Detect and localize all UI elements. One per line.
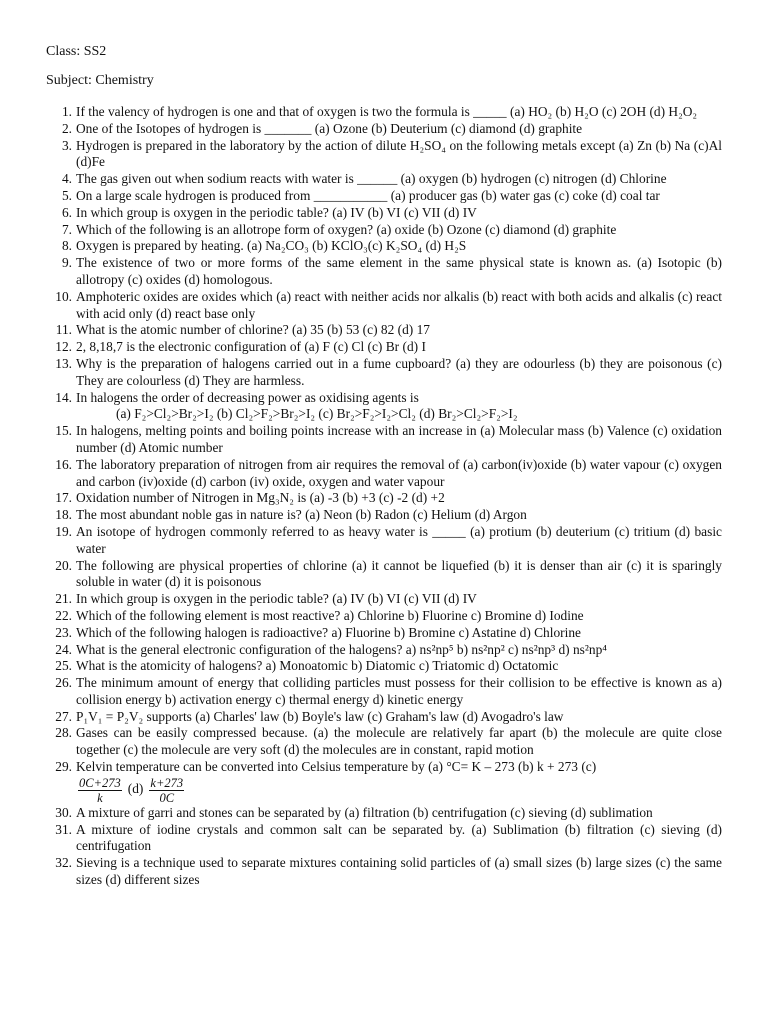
question-text: If the valency of hydrogen is one and that of oxygen is two the formula is _____ (a) HO₂ (b) H₂O (c) 2OH (d) H₂O₂ (76, 104, 698, 119)
question-number: 1. (61, 104, 72, 119)
question-item (46, 205, 722, 222)
question-number: 8. (61, 238, 72, 254)
question-item (46, 490, 722, 507)
question-number: 6. (61, 204, 72, 220)
question-number: 22. (55, 607, 72, 623)
question-list (46, 104, 722, 889)
question-number: 7. (61, 221, 72, 237)
question-text: What is the general electronic configuration of the halogens? a) ns²np⁵ b) ns²np² c) ns²np³ d) ns²np⁴ (76, 641, 607, 657)
question-item (46, 855, 722, 889)
question-text: In halogens the order of decreasing power as oxidising agents is (76, 389, 419, 405)
question-item (46, 138, 722, 172)
question-text: Amphoteric oxides are oxides which (a) react with neither acids nor alkalis (b) react with both acids and alkalis (c) react with acid only (d) react base only (76, 288, 722, 321)
question-text: The gas given out when sodium reacts with water is ______ (a) oxygen (b) hydrogen (c) nitrogen (d) Chlorine (76, 171, 667, 187)
question-item (46, 289, 722, 323)
question-number: 13. (55, 355, 72, 371)
question-number: 10. (55, 288, 72, 304)
question-item (46, 322, 722, 339)
question-number: 29. (55, 759, 72, 775)
question-text: P₁V₁ = P₂V₂ supports (a) Charles' law (b) Boyle's law (c) Graham's law (d) Avogadro's law (76, 708, 564, 724)
subject-label: Subject: Chemistry (46, 73, 154, 88)
question-text: What is the atomicity of halogens? a) Monoatomic b) Diatomic c) Triatomic d) Octatomic (76, 658, 559, 674)
question-number: 17. (55, 490, 72, 506)
question-item (46, 709, 722, 726)
question-text: Why is the preparation of halogens carried out in a fume cupboard? (a) they are odourless (b) they are poisonous (c) They are colourless (d) They are harmless. (76, 355, 722, 388)
question-number: 27. (55, 708, 72, 724)
question-number: 24. (55, 641, 72, 657)
question-number: 30. (55, 804, 72, 820)
question-text: Hydrogen is prepared in the laboratory by the action of dilute H₂SO₄ on the following metals except (a) Zn (b) Na (c)Al (d)Fe (76, 137, 722, 170)
fraction-option-c (78, 776, 122, 805)
question-item (46, 658, 722, 675)
question-item (46, 725, 722, 759)
question-item (46, 608, 722, 625)
question-number: 14. (55, 389, 72, 405)
question-text: One of the Isotopes of hydrogen is _______ (a) Ozone (b) Deuterium (c) diamond (d) graphite (76, 120, 583, 136)
question-number: 3. (61, 137, 72, 153)
question-item (46, 558, 722, 592)
question-item (46, 171, 722, 188)
question-text: Which of the following element is most reactive? a) Chlorine b) Fluorine c) Bromine d) Iodine (76, 607, 584, 623)
question-number: 21. (55, 591, 72, 607)
question-number: 16. (55, 456, 72, 472)
question-number: 4. (61, 171, 72, 187)
class-label: Class: SS2 (46, 44, 107, 59)
question-text: Oxidation number of Nitrogen in Mg₃N₂ is (a) -3 (b) +3 (c) -2 (d) +2 (76, 490, 445, 506)
question-text: Kelvin temperature can be converted into Celsius temperature by (a) °C= K – 273 (b) k + 273 (c) (76, 759, 597, 775)
question-item (46, 238, 722, 255)
question-item (46, 457, 722, 491)
question-options: (a) F₂>Cl₂>Br₂>I₂ (b) Cl₂>F₂>Br₂>I₂ (c) Br₂>F₂>I₂>Cl₂ (d) Br₂>Cl₂>F₂>I₂ (116, 406, 518, 422)
option-d-label: (d) (127, 781, 144, 797)
question-item (46, 805, 722, 822)
question-item (46, 591, 722, 608)
question-item (46, 121, 722, 138)
question-text: The existence of two or more forms of the same element in the same physical state is known as. (a) Isotopic (b) allotropy (c) oxides (d) homologous. (76, 255, 722, 287)
question-number: 2. (61, 120, 72, 136)
question-text: The following are physical properties of chlorine (a) it cannot be liquefied (b) it is denser than air (c) it is sparingly soluble in water (d) it is poisonous (76, 557, 722, 590)
question-item (46, 255, 722, 289)
question-number: 25. (55, 658, 72, 674)
question-item (46, 356, 722, 390)
fraction-denominator: k (97, 790, 103, 805)
question-number: 18. (55, 507, 72, 523)
question-number: 5. (61, 187, 72, 203)
question-text: In halogens, melting points and boiling points increase with an increase in (a) Molecular mass (b) Valence (c) oxidation number (d) Atomic number (76, 423, 722, 455)
question-number: 12. (55, 339, 72, 355)
question-text: A mixture of iodine crystals and common salt can be separated by. (a) Sublimation (b) filtration (c) sieving (d) centrifugation (76, 821, 722, 854)
question-number: 31. (55, 821, 72, 837)
question-text: The laboratory preparation of nitrogen from air requires the removal of (a) carbon(iv)oxide (b) water vapour (c) oxygen and carbon (iv)oxide (d) carbon (iv) oxide, oxygen and water vapour (76, 456, 722, 489)
question-text: Gases can be easily compressed because. (a) the molecule are relatively far apart (b) the molecule are quite close together (c) the molecule are very soft (d) the molecules are in constant, rapid motion (76, 725, 722, 758)
question-item (46, 222, 722, 239)
question-number: 32. (55, 855, 72, 871)
question-text: What is the atomic number of chlorine? (a) 35 (b) 53 (c) 82 (d) 17 (76, 322, 430, 338)
fraction-denominator: 0C (159, 790, 175, 805)
question-item (46, 339, 722, 356)
question-text: In which group is oxygen in the periodic table? (a) IV (b) VI (c) VII (d) IV (76, 204, 477, 220)
question-item (46, 507, 722, 524)
question-number: 20. (55, 557, 72, 573)
question-number: 26. (55, 675, 72, 691)
question-item (46, 423, 722, 457)
question-text: The most abundant noble gas in nature is? (a) Neon (b) Radon (c) Helium (d) Argon (76, 507, 527, 523)
question-item (46, 104, 722, 121)
question-text: Which of the following is an allotrope form of oxygen? (a) oxide (b) Ozone (c) diamond (d) graphite (76, 221, 617, 237)
question-text: 2, 8,18,7 is the electronic configuration of (a) F (c) Cl (c) Br (d) I (76, 339, 426, 355)
fraction-numerator: 0C+273 (79, 775, 121, 790)
question-number: 19. (55, 523, 72, 539)
question-item (46, 675, 722, 709)
question-text: Oxygen is prepared by heating. (a) Na₂CO₃ (b) KClO₃(c) K₂SO₄ (d) H₂S (76, 238, 467, 254)
question-item (46, 642, 722, 659)
question-text: The minimum amount of energy that colliding particles must possess for their collision to be effective is known as a) collision energy b) activation energy c) thermal energy d) kinetic energy (76, 675, 722, 707)
question-text: Which of the following halogen is radioactive? a) Fluorine b) Bromine c) Astatine d) Chlorine (76, 624, 581, 640)
question-number: 11. (55, 322, 72, 338)
question-number: 15. (55, 423, 72, 439)
question-item (46, 390, 722, 424)
question-text: An isotope of hydrogen commonly referred to as heavy water is _____ (a) protium (b) deuterium (c) tritium (d) basic water (76, 523, 722, 556)
question-item (46, 822, 722, 856)
question-text: Sieving is a technique used to separate mixtures containing solid particles of (a) small sizes (b) large sizes (c) the same sizes (d) different sizes (76, 855, 722, 888)
question-text: A mixture of garri and stones can be separated by (a) filtration (b) centrifugation (c) sieving (d) sublimation (76, 804, 653, 820)
question-number: 28. (55, 725, 72, 741)
question-text: On a large scale hydrogen is produced from ___________ (a) producer gas (b) water gas (c) coke (d) coal tar (76, 187, 660, 203)
question-item (46, 625, 722, 642)
question-item (46, 188, 722, 205)
question-text: In which group is oxygen in the periodic table? (a) IV (b) VI (c) VII (d) IV (76, 591, 477, 607)
fraction-option-d (149, 776, 184, 805)
question-item (46, 524, 722, 558)
question-item (46, 759, 722, 805)
question-number: 23. (55, 624, 72, 640)
question-number: 9. (61, 255, 72, 271)
fraction-numerator: k+273 (150, 775, 184, 790)
